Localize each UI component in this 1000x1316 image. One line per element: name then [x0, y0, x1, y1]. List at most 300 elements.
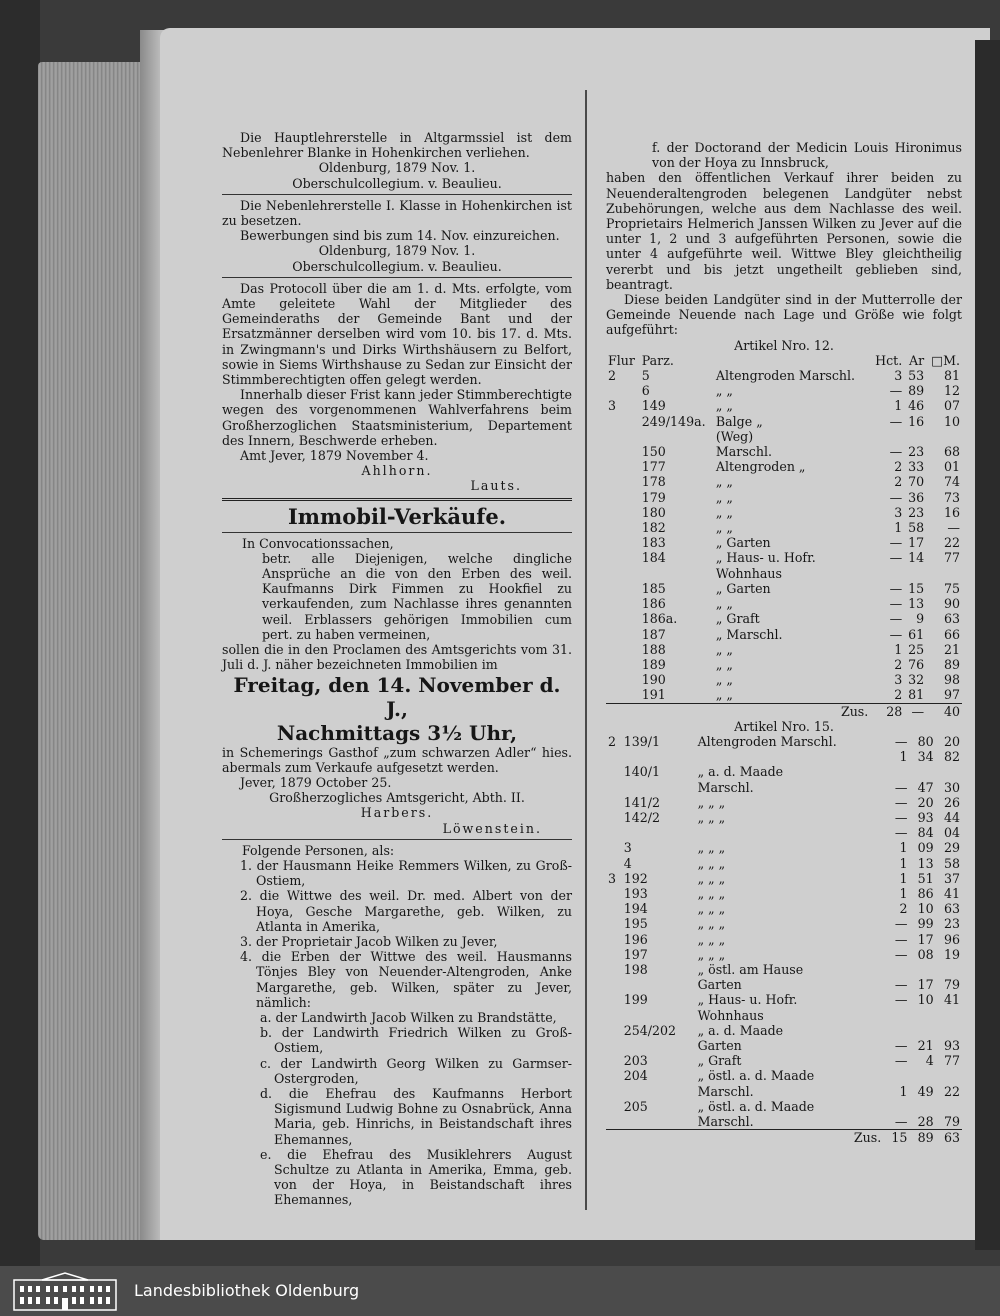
table-sum-row	[606, 703, 962, 719]
table-cell: 204	[623, 1068, 648, 1084]
table-cell: 58	[908, 520, 925, 536]
table-cell: „ „ „	[697, 870, 726, 886]
table-cell: „ „	[715, 520, 733, 536]
table-cell: 2	[894, 656, 903, 672]
table-cell: 58	[943, 855, 960, 871]
table-row	[606, 901, 962, 916]
table-cell: 25	[908, 641, 925, 657]
notice-text: haben den öffentlichen Verkauf ihrer beiden zu Neuenderaltengroden belegenen Landgüter nebst Zubehörungen, welche aus dem Nachlasse des weil. Proprietairs Helmerich Janssen Wilken zu Jever auf die unter 1, 2 und 3 aufgeführten Personen, sowie die unter 4 aufgeführte weil. Wittwe Bley gleichtheilig vererbt und bis jetzt ungetheilt geblieben sind, beantragt.	[606, 170, 962, 292]
table-cell: 53	[908, 368, 925, 384]
table-cell: 29	[943, 840, 960, 856]
table-cell: 10	[917, 992, 934, 1008]
table-cell	[606, 1053, 622, 1068]
table-cell: „ „	[715, 504, 733, 520]
table-cell: 3	[608, 398, 617, 414]
table-cell	[606, 444, 640, 459]
table-cell	[696, 749, 884, 764]
table-cell: —	[894, 779, 908, 795]
table-cell: „ „ „	[697, 916, 726, 932]
table-cell: —	[894, 992, 908, 1008]
table-cell: 179	[641, 489, 666, 505]
divider	[222, 277, 572, 278]
table-cell	[606, 672, 640, 687]
table-cell: „ „	[715, 656, 733, 672]
table-cell	[606, 566, 640, 581]
table-cell	[606, 977, 622, 992]
table-cell	[606, 1038, 622, 1053]
table-cell: —	[894, 931, 908, 947]
table-cell: „ „	[715, 687, 733, 703]
table-cell: 77	[943, 1053, 960, 1069]
table-cell: —	[904, 703, 926, 719]
table-cell	[622, 1038, 696, 1053]
table-cell: 4	[925, 1053, 934, 1069]
table-cell: 254/202	[623, 1022, 677, 1038]
table-cell: 17	[908, 535, 925, 551]
table-cell: 3	[608, 870, 617, 886]
table-cell: „ „	[715, 489, 733, 505]
table-cell: 1	[899, 840, 908, 856]
table-cell: 84	[917, 825, 934, 841]
table-cell: —	[894, 809, 908, 825]
table-row	[606, 1068, 962, 1083]
list-item: 2. die Wittwe des weil. Dr. med. Albert von der Hoya, Gesche Margarethe, geb. Wilken, zu Atlanta in Amerika,	[240, 888, 572, 934]
table-cell: —	[889, 550, 903, 566]
notice-place: Oldenburg, 1879 Nov. 1.	[318, 243, 476, 259]
notice-place: Jever, 1879 October 25.	[240, 774, 392, 790]
table-cell: 3	[623, 840, 632, 856]
table-cell	[606, 840, 622, 855]
table-cell: 1	[894, 641, 903, 657]
table-row	[606, 932, 962, 947]
table-row	[606, 596, 962, 611]
parcel-table-15	[606, 734, 962, 1145]
table-cell	[606, 886, 622, 901]
book-page-edges	[38, 62, 146, 1240]
table-cell: „ östl. a. d. Maade	[697, 1068, 815, 1084]
table-cell	[606, 1023, 622, 1038]
table-cell: Marschl.	[697, 1083, 754, 1099]
table-cell	[606, 992, 622, 1007]
table-cell	[909, 1099, 935, 1114]
table-cell	[622, 977, 696, 992]
table-cell: —	[894, 946, 908, 962]
table-cell: —	[894, 1114, 908, 1129]
table-cell: 1	[894, 520, 903, 536]
table-header-cell: Flur	[608, 352, 635, 368]
table-cell	[606, 581, 640, 596]
table-row	[606, 383, 962, 398]
table-cell: 01	[943, 459, 960, 475]
table-cell: —	[894, 825, 908, 841]
table-row	[606, 627, 962, 642]
table-cell	[640, 429, 714, 444]
table-cell: 3	[894, 672, 903, 688]
notice-signature: Oberschulcollegium. v. Beaulieu.	[292, 258, 502, 274]
table-cell: „ „ „	[697, 794, 726, 810]
table-cell	[606, 657, 640, 672]
table-row	[606, 550, 962, 565]
table-cell	[606, 1068, 622, 1083]
table-cell: 23	[943, 916, 960, 932]
table-cell	[622, 780, 696, 795]
table-cell: 10	[917, 901, 934, 917]
table-cell: „ a. d. Maade	[697, 1022, 784, 1038]
table-cell: 149	[641, 398, 666, 414]
table-cell: —	[889, 626, 903, 642]
notice-text: Innerhalb dieser Frist kann jeder Stimmberechtigte wegen des vorgenommenen Wahlverfahrens beim Großherzoglichen Staatsministerium, Departement des Innern, Beschwerde erheben.	[222, 387, 572, 448]
divider	[222, 839, 572, 840]
table-row	[606, 749, 962, 764]
list-item: 1. der Hausmann Heike Remmers Wilken, zu Groß-Ostiem,	[240, 857, 572, 889]
table-cell: 93	[943, 1037, 960, 1053]
notice-signature-2: Löwenstein.	[442, 820, 542, 836]
table-row	[606, 581, 962, 596]
table-cell: —	[889, 413, 903, 429]
list-item: e. die Ehefrau des Musiklehrers August Schultze zu Atlanta in Amerika, Emma, geb. von der Hoya, in Beistandschaft ihres Ehemannes,	[260, 1146, 572, 1208]
table-cell: 178	[641, 474, 666, 490]
notice-place: Oldenburg, 1879 Nov. 1.	[318, 160, 476, 176]
table-cell: 96	[943, 931, 960, 947]
notice-text: Die Hauptlehrerstelle in Altgarmssiel ist dem Nebenlehrer Blanke in Hohenkirchen verliehen.	[222, 130, 572, 161]
table-header	[606, 353, 962, 368]
table-cell: 4	[623, 855, 632, 871]
table-cell: 183	[641, 535, 666, 551]
table-cell: 89	[908, 383, 925, 399]
table-row	[606, 1038, 962, 1053]
table-row	[606, 429, 962, 444]
table-cell: 196	[623, 931, 648, 947]
section-divider	[222, 498, 572, 501]
table-cell: 1	[899, 870, 908, 886]
table-cell	[936, 1099, 962, 1114]
table-cell: 1	[899, 749, 908, 765]
table-cell: 14	[908, 550, 925, 566]
table-cell	[606, 1099, 622, 1114]
court-name: Großherzogliches Amtsgericht, Abth. II.	[269, 790, 525, 806]
table-cell: „ Garten	[715, 535, 771, 551]
table-cell: 199	[623, 992, 648, 1008]
table-row	[606, 398, 962, 413]
table-cell: 249/149a.	[641, 413, 706, 429]
table-cell: „ a. d. Maade	[697, 764, 784, 780]
auction-time: Nachmittags 3½ Uhr,	[276, 720, 518, 745]
table-cell	[606, 795, 622, 810]
table-cell	[606, 1008, 622, 1023]
table-cell: „ Haus- u. Hofr.	[697, 992, 798, 1008]
table-cell: 73	[943, 489, 960, 505]
notice-text: Das Protocoll über die am 1. d. Mts. erfolgte, vom Amte geleitete Wahl der Mitglieder des Gemeinderaths der Gemeinde Bant und der Ersatzmänner derselben wird vom 10. bis 17. d. Mts. in Zwingmann's und Dirks Wirthshäusern zu Belfort, sowie in Siems Wirthshause zu Sedan zur Einsicht der Stimmberechtigten offen gelegt werden.	[222, 280, 572, 388]
table-cell	[870, 566, 904, 581]
table-row	[606, 795, 962, 810]
table-cell: 26	[943, 794, 960, 810]
table-cell: 1	[899, 885, 908, 901]
table-cell: 180	[641, 504, 666, 520]
table-cell: 16	[943, 504, 960, 520]
table-cell: Balge „	[715, 413, 763, 429]
table-cell: 3	[894, 368, 903, 384]
table-cell	[622, 1084, 696, 1099]
table-cell: „ Graft	[715, 611, 760, 627]
table-cell: 75	[943, 580, 960, 596]
table-cell: Garten	[697, 1037, 742, 1053]
table-cell: —	[889, 580, 903, 596]
table-cell	[640, 566, 714, 581]
table-cell	[622, 749, 696, 764]
table-cell: „ Haus- u. Hofr.	[715, 550, 816, 566]
table-cell: 186	[641, 596, 666, 612]
table-row	[606, 1008, 962, 1023]
table-row	[606, 368, 962, 383]
table-cell: „ „	[715, 641, 733, 657]
table-cell: 197	[623, 946, 648, 962]
table-row	[606, 825, 962, 840]
table-row	[606, 414, 962, 429]
table-cell	[883, 962, 909, 977]
table-cell	[606, 780, 622, 795]
table-cell: 36	[908, 489, 925, 505]
table-row	[606, 1023, 962, 1038]
table-row	[606, 734, 962, 749]
divider	[222, 194, 572, 195]
table-row	[606, 947, 962, 962]
table-cell: 97	[943, 687, 960, 703]
table-cell	[606, 490, 640, 505]
list-item: 3. der Proprietair Jacob Wilken zu Jever,	[240, 933, 498, 949]
table-cell: 3	[894, 504, 903, 520]
notice-text: betr. alle Diejenigen, welche dingliche Ansprüche an die von den Erben des weil. Kaufmanns Dirk Fimmen zu Hookfiel zu verkaufenden, zum Nachlasse ihres genannten weil. Erblassers gehörigen Immobilien cum pert. zu haben vermeinen,	[262, 550, 572, 642]
table-cell: Zus.	[696, 1130, 884, 1146]
library-building-icon	[12, 1272, 118, 1312]
table-cell	[883, 1099, 909, 1114]
table-row	[606, 459, 962, 474]
table-row	[606, 687, 962, 703]
table-cell: „ „ „	[697, 931, 726, 947]
table-cell	[936, 962, 962, 977]
book-cover-edge	[0, 0, 40, 1266]
notice-signature: Ahlhorn.	[361, 463, 433, 479]
table-cell: 17	[917, 977, 934, 993]
person-list	[222, 858, 572, 1010]
table-cell: 150	[641, 444, 666, 460]
table-cell: „ „	[715, 596, 733, 612]
table-cell	[606, 459, 640, 474]
table-cell: —	[894, 1037, 908, 1053]
table-cell	[909, 1023, 935, 1038]
table-cell: —	[894, 794, 908, 810]
table-cell: Marschl.	[697, 779, 754, 795]
table-cell: 1	[899, 1083, 908, 1099]
list-item: c. der Landwirth Georg Wilken zu Garmser-Ostergroden,	[260, 1055, 572, 1086]
table-cell: 15	[883, 1130, 909, 1146]
table-cell	[696, 825, 884, 840]
table-cell: „ „ „	[697, 946, 726, 962]
table-cell: 74	[943, 474, 960, 490]
table-cell	[606, 383, 640, 398]
table-cell: „ Marschl.	[715, 626, 783, 642]
table-row	[606, 490, 962, 505]
table-cell: 30	[943, 779, 960, 795]
table-row	[606, 672, 962, 687]
table-cell: 177	[641, 459, 666, 475]
table-cell: 33	[908, 459, 925, 475]
table-row	[606, 916, 962, 931]
parcel-table-12	[606, 353, 962, 719]
table-cell: „ Garten	[715, 580, 771, 596]
table-cell: 2	[894, 687, 903, 703]
table-cell: 51	[917, 870, 934, 886]
table-row	[606, 444, 962, 459]
table-cell: 66	[943, 626, 960, 642]
page-right-edge	[975, 40, 1000, 1250]
table-cell: 13	[917, 855, 934, 871]
table-cell: 09	[917, 840, 934, 856]
notice-text: Bewerbungen sind bis zum 14. Nov. einzureichen.	[240, 228, 560, 244]
table-row	[606, 1053, 962, 1068]
table-row	[606, 856, 962, 871]
table-cell: 195	[623, 916, 648, 932]
notice-place: Amt Jever, 1879 November 4.	[240, 448, 429, 464]
table-cell: 41	[943, 885, 960, 901]
list-item: d. die Ehefrau des Kaufmanns Herbort Sigismund Ludwig Bohne zu Osnabrück, Anna Maria, geb. Hinrichs, in Beistandschaft ihres Ehemannes,	[260, 1085, 572, 1147]
table-cell: —	[889, 383, 903, 399]
table-row	[606, 992, 962, 1007]
table-cell: 08	[917, 946, 934, 962]
table-cell: 12	[943, 383, 960, 399]
table-cell: 188	[641, 641, 666, 657]
table-cell: 182	[641, 520, 666, 536]
table-cell: 79	[943, 1114, 960, 1129]
footer-label: Landesbibliothek Oldenburg	[134, 1281, 360, 1300]
table-cell: 1	[894, 398, 903, 414]
table-row	[606, 520, 962, 535]
table-sum-row	[606, 1130, 962, 1146]
table-cell: „ „ „	[697, 885, 726, 901]
table-body	[606, 734, 962, 1130]
column-rule	[585, 90, 587, 1210]
table-cell: 86	[917, 885, 934, 901]
table-cell: 191	[641, 687, 666, 703]
table-cell: 185	[641, 580, 666, 596]
table-row	[606, 566, 962, 581]
table-cell: 19	[943, 946, 960, 962]
table-cell: 98	[943, 672, 960, 688]
table-cell	[606, 1084, 622, 1099]
table-cell: —	[894, 1053, 908, 1069]
notice-text: Die Nebenlehrerstelle I. Klasse in Hohenkirchen ist zu besetzen.	[222, 197, 572, 229]
table-row	[606, 505, 962, 520]
left-column	[222, 100, 572, 1208]
table-cell: 63	[943, 901, 960, 917]
table-cell	[936, 1023, 962, 1038]
table-cell	[606, 962, 622, 977]
table-cell: —	[889, 489, 903, 505]
table-cell: —	[889, 611, 903, 627]
table-cell	[606, 642, 640, 657]
table-cell: 07	[943, 398, 960, 414]
notice-intro: In Convocationssachen,	[242, 535, 394, 551]
table-cell: „ östl. am Hause	[697, 961, 804, 977]
table-cell: 5	[641, 368, 650, 384]
table-cell: 192	[623, 870, 648, 886]
table-cell: 189	[641, 656, 666, 672]
table-cell	[622, 1008, 696, 1023]
table-cell	[622, 1114, 696, 1130]
table-cell	[606, 520, 640, 535]
table-cell	[606, 1114, 622, 1130]
table-cell: 205	[623, 1098, 648, 1114]
table-cell: 20	[943, 733, 960, 749]
table-cell: „ „ „	[697, 840, 726, 856]
table-cell: 141/2	[623, 794, 661, 810]
table-cell: —	[947, 520, 960, 536]
table-cell	[606, 749, 622, 764]
table-row	[606, 962, 962, 977]
table-cell: 23	[908, 504, 925, 520]
table-cell: 21	[943, 641, 960, 657]
table-row	[606, 840, 962, 855]
table-cell: —	[894, 733, 908, 749]
table-header-cell: Parz.	[641, 352, 674, 368]
table-cell: 203	[623, 1053, 648, 1069]
table-cell: 1	[899, 855, 908, 871]
table-cell	[926, 429, 962, 444]
table-cell	[926, 566, 962, 581]
table-cell: 76	[908, 656, 925, 672]
table-row	[606, 764, 962, 779]
table-row	[606, 871, 962, 886]
table-cell: 63	[936, 1130, 962, 1146]
table-cell: 81	[908, 687, 925, 703]
table-cell: 80	[917, 733, 934, 749]
table-row	[606, 642, 962, 657]
table-row	[606, 474, 962, 489]
article-heading: Artikel Nro. 12.	[734, 337, 834, 353]
table-cell: „ Graft	[697, 1053, 742, 1069]
table-row	[606, 780, 962, 795]
table-row	[606, 810, 962, 825]
table-cell: „ östl. a. d. Maade	[697, 1098, 815, 1114]
notice-text: Diese beiden Landgüter sind in der Mutterrolle der Gemeinde Neuende nach Lage und Größe wie folgt aufgeführt:	[606, 292, 962, 338]
table-cell: 187	[641, 626, 666, 642]
table-cell: 41	[943, 992, 960, 1008]
table-cell: 34	[917, 749, 934, 765]
table-cell: 13	[908, 596, 925, 612]
table-cell	[606, 429, 640, 444]
table-cell	[936, 764, 962, 779]
table-cell: 2	[608, 368, 617, 384]
table-cell: „ „	[715, 474, 733, 490]
table-cell	[606, 916, 622, 931]
table-cell: „ „ „	[697, 809, 726, 825]
table-cell: 193	[623, 885, 648, 901]
table-cell	[606, 550, 640, 565]
table-cell: 32	[908, 672, 925, 688]
notice-text: in Schemerings Gasthof „zum schwarzen Adler“ hies. abermals zum Verkaufe aufgesetzt werden.	[222, 744, 572, 775]
table-cell: 04	[943, 825, 960, 841]
table-row	[606, 611, 962, 626]
table-cell: (Weg)	[715, 428, 754, 444]
table-cell: 2	[899, 901, 908, 917]
table-cell	[883, 1068, 909, 1083]
table-row	[606, 1114, 962, 1130]
table-cell: 23	[908, 444, 925, 460]
table-cell: 81	[943, 368, 960, 384]
table-cell: 2	[894, 474, 903, 490]
table-cell: Marschl.	[715, 444, 772, 460]
table-header-cell: □M.	[931, 352, 960, 368]
table-cell: 184	[641, 550, 666, 566]
